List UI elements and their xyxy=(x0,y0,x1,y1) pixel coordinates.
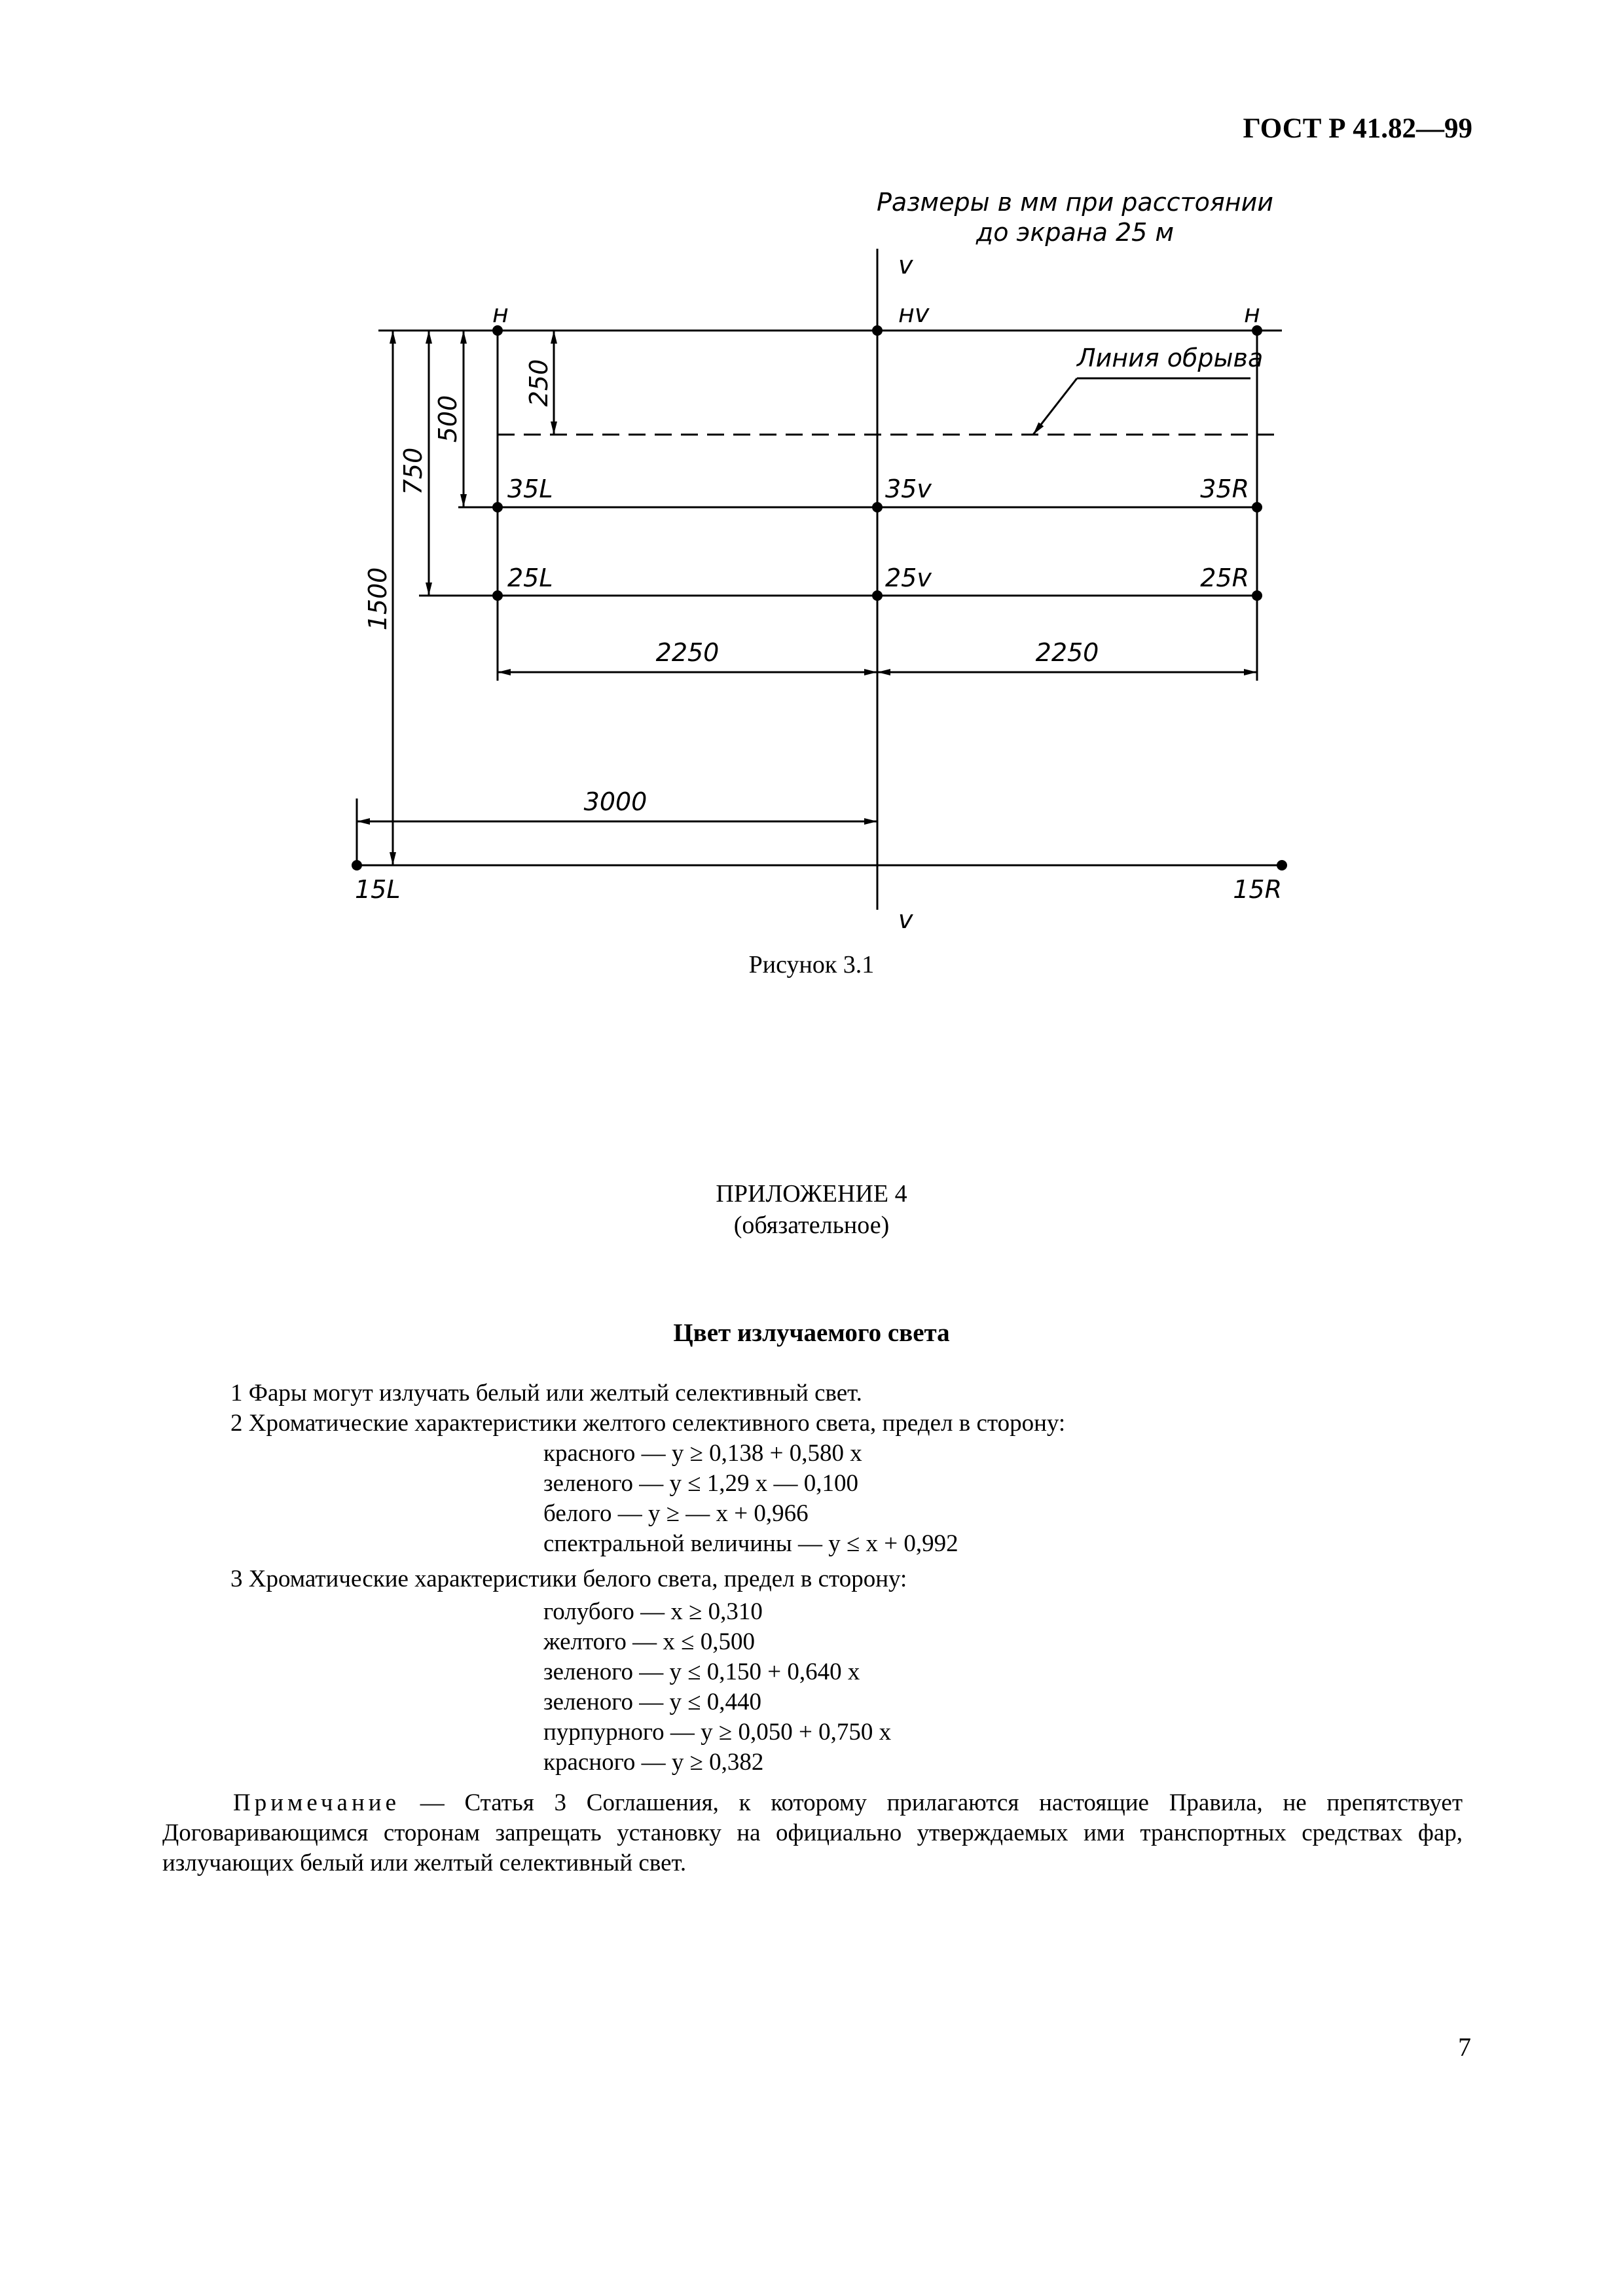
paragraph-3: 3 Хроматические характеристики белого света, предел в сторону: xyxy=(230,1566,907,1592)
yellow-limit-item: красного — y ≥ 0,138 + 0,580 x xyxy=(543,1440,862,1467)
yellow-limit-item: зеленого — y ≤ 1,29 x — 0,100 xyxy=(543,1470,859,1497)
label-v-top: v xyxy=(898,251,913,279)
dim-label-250: 250 xyxy=(524,359,553,407)
white-limit-item: желтого — x ≤ 0,500 xyxy=(543,1628,755,1655)
label-25L: 25L xyxy=(507,564,553,592)
white-limit-item: зеленого — y ≤ 0,440 xyxy=(543,1689,762,1715)
figure-note-line1: Размеры в мм при расстоянии xyxy=(877,188,1273,217)
label-v-bottom: v xyxy=(898,905,913,934)
yellow-limits-list xyxy=(543,1439,958,1559)
point-25R xyxy=(1252,590,1262,601)
document-code: ГОСТ Р 41.82—99 xyxy=(1243,113,1472,144)
label-h-right: н xyxy=(1244,299,1260,328)
label-hv: нv xyxy=(898,299,930,328)
page-number: 7 xyxy=(1458,2032,1471,2062)
point-25v xyxy=(872,590,883,601)
white-limit-item: красного — y ≥ 0,382 xyxy=(543,1749,764,1776)
cutoff-leader xyxy=(1033,378,1077,435)
yellow-limit-item: белого — y ≥ — x + 0,966 xyxy=(543,1500,809,1527)
dim-label-3000: 3000 xyxy=(583,787,647,816)
label-35L: 35L xyxy=(507,475,553,503)
label-15R: 15R xyxy=(1233,875,1282,904)
annex-subtitle: (обязательное) xyxy=(733,1211,890,1239)
annex-title: ПРИЛОЖЕНИЕ 4 xyxy=(716,1180,907,1208)
white-limits-list xyxy=(543,1597,891,1778)
point-35v xyxy=(872,502,883,512)
point-15L xyxy=(352,860,362,870)
figure-note-line2: до экрана 25 м xyxy=(976,218,1175,247)
paragraph-2: 2 Хроматические характеристики желтого селективного света, предел в сторону: xyxy=(230,1410,1066,1437)
dim-label-500: 500 xyxy=(433,395,462,443)
white-limit-item: зеленого — y ≤ 0,150 + 0,640 x xyxy=(543,1659,860,1685)
label-cutoff: Линия обрыва xyxy=(1077,344,1264,372)
point-hv xyxy=(872,325,883,336)
annex-heading xyxy=(0,1178,1623,1241)
note-text: — Статья 3 Соглашения, к которому прилагаются настоящие Правила, не препятствует Договаривающимся сторонам запрещать установку на официально утверждаемых ими транспортных средствах фар, излучающих белый или желтый селективный свет. xyxy=(162,1789,1463,1876)
label-35R: 35R xyxy=(1200,475,1249,503)
note-label: Примечание xyxy=(233,1789,400,1816)
dim-label-1500: 1500 xyxy=(363,567,392,631)
dim-label-2250-left: 2250 xyxy=(655,638,720,667)
note-paragraph xyxy=(162,1788,1463,1878)
label-35v: 35v xyxy=(885,475,932,503)
dim-label-750: 750 xyxy=(399,447,428,495)
section-title: Цвет излучаемого света xyxy=(673,1319,950,1347)
white-limit-item: голубого — x ≥ 0,310 xyxy=(543,1598,763,1625)
figure-caption: Рисунок 3.1 xyxy=(748,951,875,978)
label-15L: 15L xyxy=(355,875,401,904)
point-35R xyxy=(1252,502,1262,512)
label-25v: 25v xyxy=(885,564,932,592)
point-15R xyxy=(1277,860,1287,870)
point-35L xyxy=(492,502,503,512)
paragraph-1: 1 Фары могут излучать белый или желтый селективный свет. xyxy=(230,1380,862,1407)
label-25R: 25R xyxy=(1200,564,1249,592)
label-h-left: н xyxy=(492,299,509,328)
figure-3-1-diagram xyxy=(0,0,1623,956)
yellow-limit-item: спектральной величины — y ≤ x + 0,992 xyxy=(543,1530,958,1557)
dim-label-2250-right: 2250 xyxy=(1035,638,1099,667)
white-limit-item: пурпурного — y ≥ 0,050 + 0,750 x xyxy=(543,1719,892,1746)
point-25L xyxy=(492,590,503,601)
